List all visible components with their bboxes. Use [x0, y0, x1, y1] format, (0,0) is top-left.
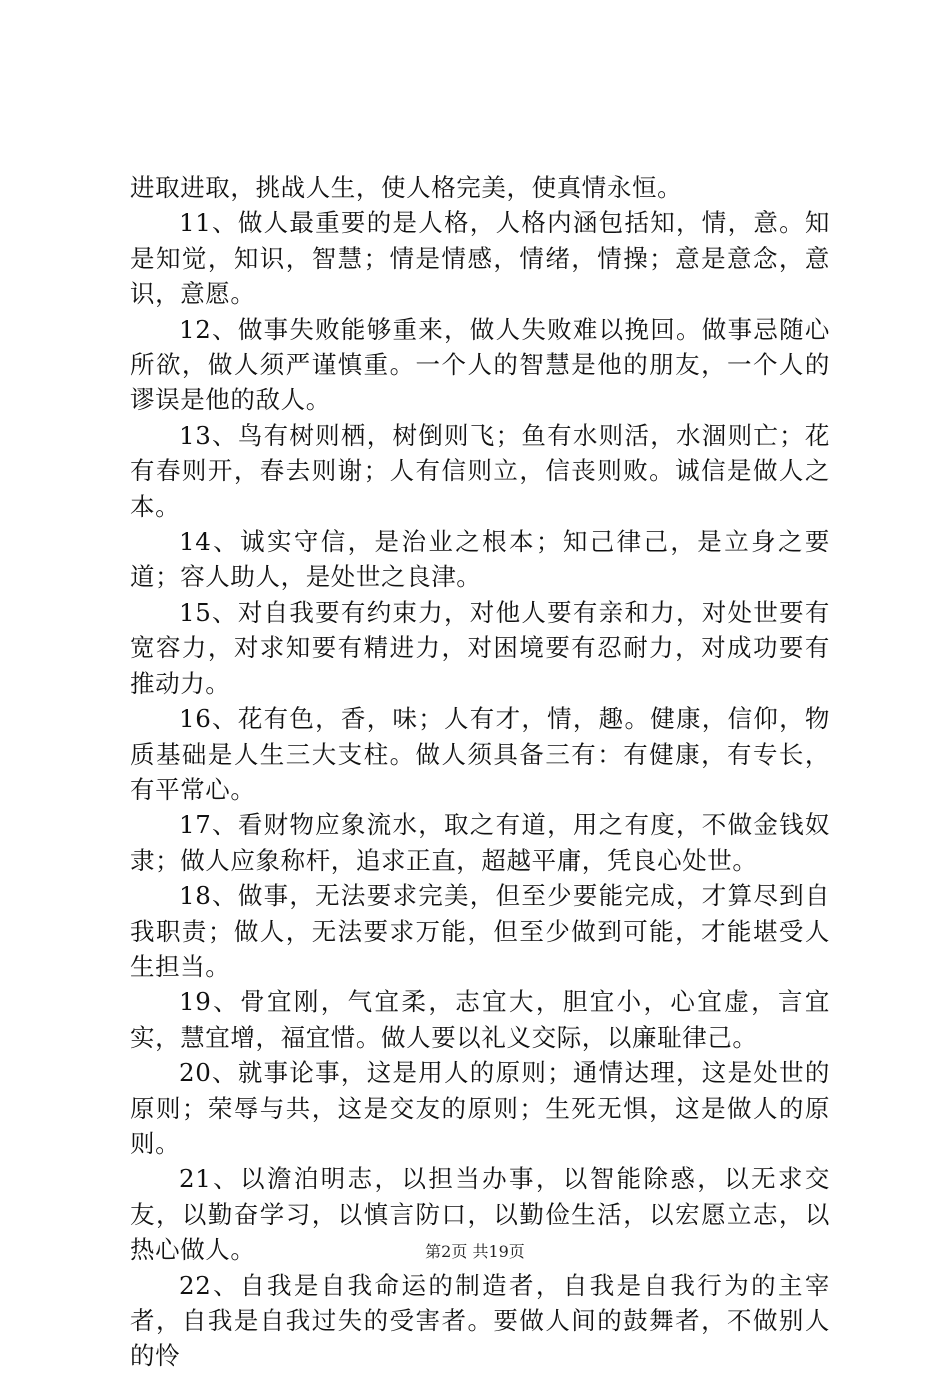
paragraph-17: 17、看财物应象流水，取之有道，用之有度，不做金钱奴隶；做人应象称杆，追求正直，超越平庸，凭良心处世。	[130, 810, 830, 875]
paragraph-13: 13、鸟有树则栖，树倒则飞；鱼有水则活，水涸则亡；花有春则开，春去则谢；人有信则立，信丧则败。诚信是做人之本。	[130, 420, 830, 521]
paragraph-16: 16、花有色，香，味；人有才，情，趣。健康，信仰，物质基础是人生三大支柱。做人须具备三有：有健康，有专长，有平常心。	[130, 704, 830, 804]
paragraph-21: 21、以澹泊明志，以担当办事，以智能除惑，以无求交友，以勤奋学习，以慎言防口，以勤俭生活，以宏愿立志，以热心做人。	[130, 1164, 830, 1265]
page-footer	[0, 1242, 950, 1262]
paragraph-19: 19、骨宜刚，气宜柔，志宜大，胆宜小，心宜虚，言宜实，慧宜增，福宜惜。做人要以礼义交际，以廉耻律己。	[130, 987, 830, 1052]
paragraph-0: 进取进取，挑战人生，使人格完美，使真情永恒。	[130, 173, 683, 202]
paragraph-14: 14、诚实守信，是治业之根本；知己律己，是立身之要道；容人助人，是处世之良津。	[130, 527, 830, 592]
paragraph-12: 12、做事失败能够重来，做人失败难以挽回。做事忌随心所欲，做人须严谨慎重。一个人的智慧是他的朋友，一个人的谬误是他的敌人。	[130, 314, 830, 415]
page-indicator: 第2页 共19页	[425, 1242, 525, 1261]
paragraph-11: 11、做人最重要的是人格，人格内涵包括知，情，意。知是知觉，知识，智慧；情是情感，情绪，情操；意是意念，意识，意愿。	[130, 208, 830, 309]
paragraph-20: 20、就事论事，这是用人的原则；通情达理，这是处世的原则；荣辱与共，这是交友的原则；生死无惧，这是做人的原则。	[130, 1058, 830, 1158]
paragraph-22: 22、自我是自我命运的制造者，自我是自我行为的主宰者，自我是自我过失的受害者。要做人间的鼓舞者，不做别人的怜	[130, 1270, 830, 1371]
body-text	[130, 170, 830, 1374]
paragraph-15: 15、对自我要有约束力，对他人要有亲和力，对处世要有宽容力，对求知要有精进力，对困境要有忍耐力，对成功要有推动力。	[130, 597, 830, 698]
paragraph-18: 18、做事，无法要求完美，但至少要能完成，才算尽到自我职责；做人，无法要求万能，但至少做到可能，才能堪受人生担当。	[130, 881, 830, 981]
